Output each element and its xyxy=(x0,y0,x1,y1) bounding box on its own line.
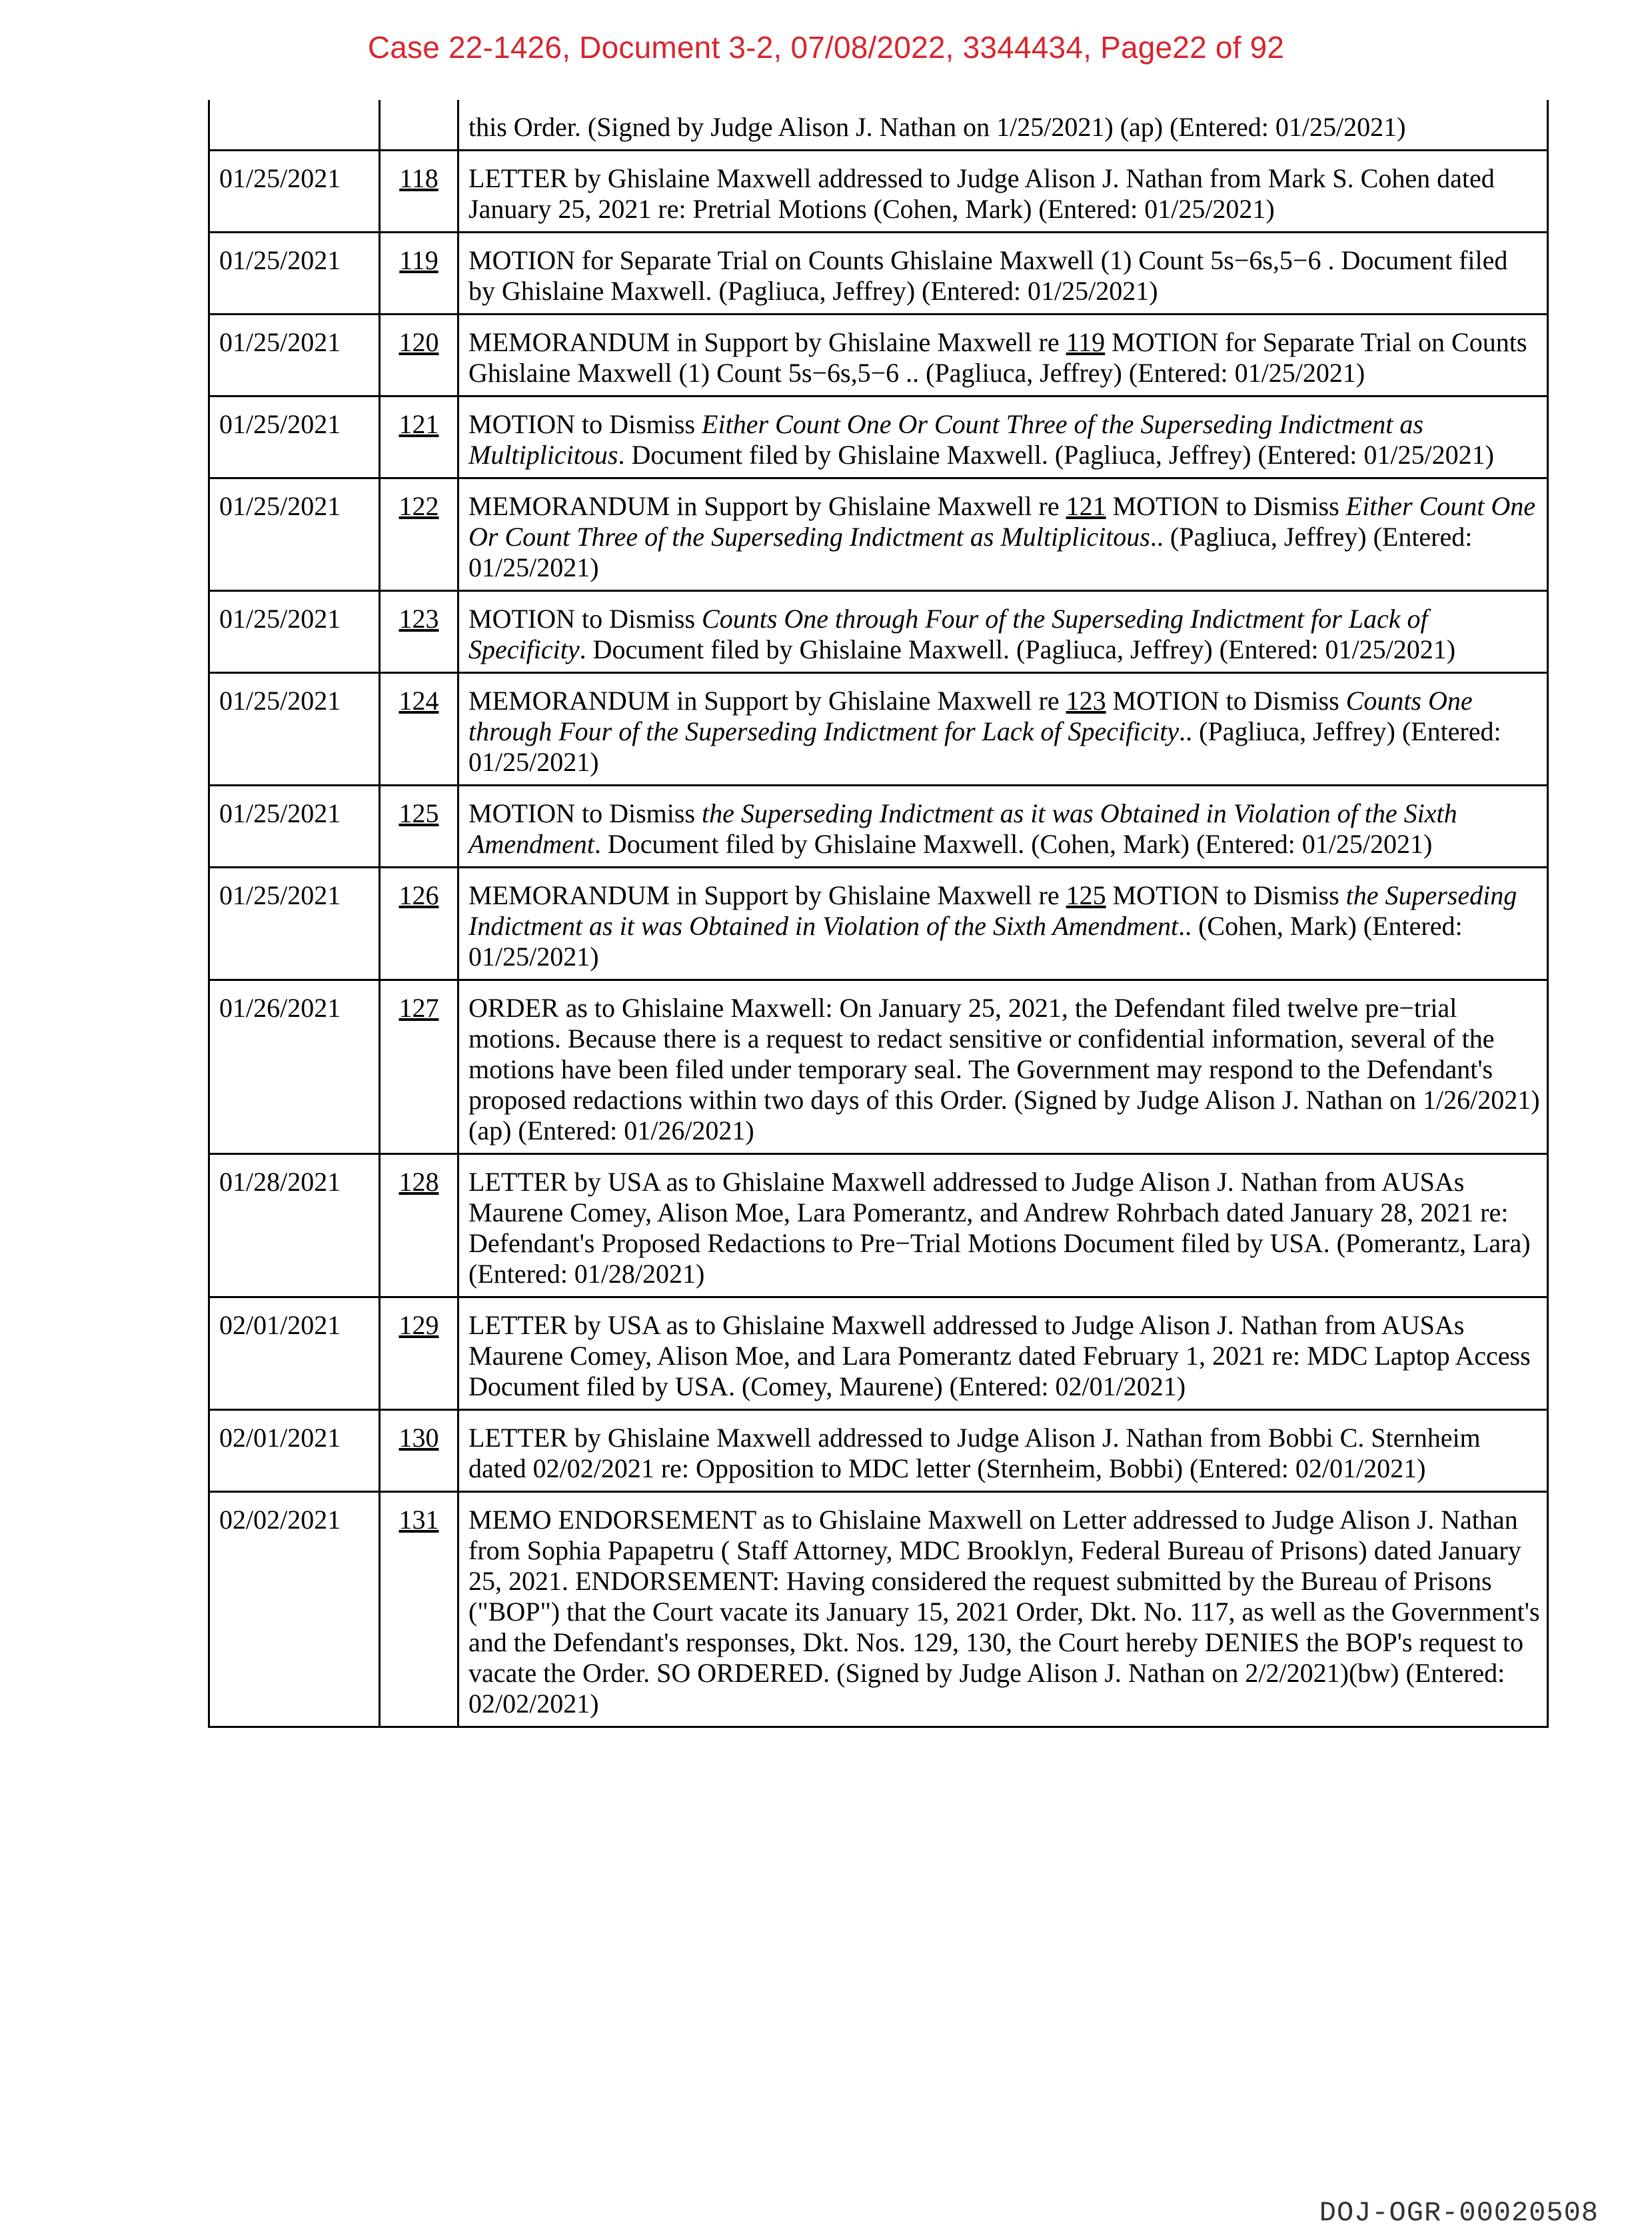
docket-number-cell xyxy=(380,1492,458,1727)
docket-entry-text: LETTER by USA as to Ghislaine Maxwell addressed to Judge Alison J. Nathan from AUSAs Maurene Comey, Alison Moe, Lara Pomerantz, and Andrew Rohrbach dated January 28, 2021 re: Defendant's Proposed Redactions to Pre−Trial Motions Document filed by USA. (Pomerantz, Lara) (Entered: 01/28/2021) xyxy=(458,1154,1548,1297)
docket-number-link[interactable]: 125 xyxy=(399,798,439,828)
docket-continuation-row xyxy=(209,100,1548,151)
docket-entry-text xyxy=(458,100,1548,151)
docket-reference-link[interactable]: 125 xyxy=(1066,880,1106,910)
case-header: Case 22-1426, Document 3-2, 07/08/2022, 3344434, Page22 of 92 xyxy=(367,30,1285,65)
docket-entry-text: MEMORANDUM in Support by Ghislaine Maxwell re 119 MOTION for Separate Trial on Counts Ghislaine Maxwell (1) Count 5s−6s,5−6 .. (Pagliuca, Jeffrey) (Entered: 01/25/2021) xyxy=(458,315,1548,396)
docket-number-link[interactable]: 131 xyxy=(399,1505,439,1535)
docket-number-cell xyxy=(380,1297,458,1410)
docket-number-cell xyxy=(380,478,458,591)
docket-number-link[interactable]: 128 xyxy=(399,1167,439,1197)
docket-number-cell xyxy=(380,980,458,1154)
docket-number-link[interactable]: 122 xyxy=(399,491,439,521)
docket-row xyxy=(209,1410,1548,1492)
docket-entry-text: LETTER by Ghislaine Maxwell addressed to Judge Alison J. Nathan from Bobbi C. Sternheim dated 02/02/2021 re: Opposition to MDC letter (Sternheim, Bobbi) (Entered: 02/01/2021) xyxy=(458,1410,1548,1492)
docket-row xyxy=(209,868,1548,980)
docket-reference-link[interactable]: 123 xyxy=(1066,686,1106,716)
docket-number-link[interactable]: 127 xyxy=(399,993,439,1023)
docket-date: 01/28/2021 xyxy=(209,1154,380,1297)
docket-date-cell xyxy=(209,100,380,151)
docket-number-link[interactable]: 118 xyxy=(399,163,438,193)
docket-row xyxy=(209,1492,1548,1727)
docket-row xyxy=(209,151,1548,233)
docket-row xyxy=(209,980,1548,1154)
docket-number-link[interactable]: 130 xyxy=(399,1423,439,1453)
docket-number-link[interactable]: 129 xyxy=(399,1310,439,1340)
docket-number-cell xyxy=(380,396,458,478)
docket-number-cell xyxy=(380,1410,458,1492)
continuation-text: this Order. (Signed by Judge Alison J. Nathan on 1/25/2021) (ap) (Entered: 01/25/2021) xyxy=(468,112,1406,142)
docket-entry-text: MOTION to Dismiss the Superseding Indictment as it was Obtained in Violation of the Sixth Amendment. Document filed by Ghislaine Maxwell. (Cohen, Mark) (Entered: 01/25/2021) xyxy=(458,786,1548,868)
docket-row xyxy=(209,396,1548,478)
docket-date: 02/01/2021 xyxy=(209,1297,380,1410)
docket-date: 01/25/2021 xyxy=(209,396,380,478)
docket-number-cell xyxy=(380,100,458,151)
docket-date: 01/26/2021 xyxy=(209,980,380,1154)
docket-number-cell xyxy=(380,786,458,868)
docket-row xyxy=(209,233,1548,315)
docket-entry-text: MEMORANDUM in Support by Ghislaine Maxwell re 123 MOTION to Dismiss Counts One through Four of the Superseding Indictment for Lack of Specificity.. (Pagliuca, Jeffrey) (Entered: 01/25/2021) xyxy=(458,673,1548,786)
docket-date: 02/02/2021 xyxy=(209,1492,380,1727)
docket-entry-text: MOTION to Dismiss Either Count One Or Count Three of the Superseding Indictment as Multiplicitous. Document filed by Ghislaine Maxwell. (Pagliuca, Jeffrey) (Entered: 01/25/2021) xyxy=(458,396,1548,478)
docket-row xyxy=(209,478,1548,591)
docket-date: 01/25/2021 xyxy=(209,786,380,868)
docket-number-link[interactable]: 124 xyxy=(399,686,439,716)
docket-date: 01/25/2021 xyxy=(209,315,380,396)
docket-date: 01/25/2021 xyxy=(209,673,380,786)
docket-number-cell xyxy=(380,1154,458,1297)
docket-number-link[interactable]: 119 xyxy=(399,245,438,275)
docket-number-cell xyxy=(380,151,458,233)
docket-entry-text: LETTER by Ghislaine Maxwell addressed to Judge Alison J. Nathan from Mark S. Cohen dated January 25, 2021 re: Pretrial Motions (Cohen, Mark) (Entered: 01/25/2021) xyxy=(458,151,1548,233)
docket-number-link[interactable]: 120 xyxy=(399,327,439,357)
docket-row xyxy=(209,1154,1548,1297)
docket-entry-text: MEMORANDUM in Support by Ghislaine Maxwell re 125 MOTION to Dismiss the Superseding Indictment as it was Obtained in Violation of the Sixth Amendment.. (Cohen, Mark) (Entered: 01/25/2021) xyxy=(458,868,1548,980)
docket-row xyxy=(209,315,1548,396)
docket-number-link[interactable]: 123 xyxy=(399,604,439,634)
docket-entry-text: LETTER by USA as to Ghislaine Maxwell addressed to Judge Alison J. Nathan from AUSAs Maurene Comey, Alison Moe, and Lara Pomerantz dated February 1, 2021 re: MDC Laptop Access Document filed by USA. (Comey, Maurene) (Entered: 02/01/2021) xyxy=(458,1297,1548,1410)
docket-date: 01/25/2021 xyxy=(209,868,380,980)
docket-number-cell xyxy=(380,233,458,315)
docket-reference-link[interactable]: 121 xyxy=(1066,491,1106,521)
docket-table xyxy=(208,100,1549,1728)
docket-entry-text: MOTION for Separate Trial on Counts Ghislaine Maxwell (1) Count 5s−6s,5−6 . Document filed by Ghislaine Maxwell. (Pagliuca, Jeffrey) (Entered: 01/25/2021) xyxy=(458,233,1548,315)
docket-number-link[interactable]: 121 xyxy=(399,409,439,439)
docket-entry-text: MOTION to Dismiss Counts One through Four of the Superseding Indictment for Lack of Specificity. Document filed by Ghislaine Maxwell. (Pagliuca, Jeffrey) (Entered: 01/25/2021) xyxy=(458,591,1548,673)
docket-number-cell xyxy=(380,673,458,786)
docket-date: 01/25/2021 xyxy=(209,151,380,233)
docket-row xyxy=(209,1297,1548,1410)
docket-number-link[interactable]: 126 xyxy=(399,880,439,910)
bates-number: DOJ-OGR-00020508 xyxy=(1319,2197,1599,2229)
docket-row xyxy=(209,591,1548,673)
docket-date: 01/25/2021 xyxy=(209,591,380,673)
docket-reference-link[interactable]: 119 xyxy=(1066,327,1106,357)
docket-row xyxy=(209,786,1548,868)
docket-entry-text: MEMO ENDORSEMENT as to Ghislaine Maxwell on Letter addressed to Judge Alison J. Nathan from Sophia Papapetru ( Staff Attorney, MDC Brooklyn, Federal Bureau of Prisons) dated January 25, 2021. ENDORSEMENT: Having considered the request submitted by the Bureau of Prisons ("BOP") that the Court vacate its January 15, 2021 Order, Dkt. No. 117, as well as the Government's and the Defendant's responses, Dkt. Nos. 129, 130, the Court hereby DENIES the BOP's request to vacate the Order. SO ORDERED. (Signed by Judge Alison J. Nathan on 2/2/2021)(bw) (Entered: 02/02/2021) xyxy=(458,1492,1548,1727)
docket-date: 01/25/2021 xyxy=(209,478,380,591)
docket-date: 02/01/2021 xyxy=(209,1410,380,1492)
docket-row xyxy=(209,673,1548,786)
docket-entry-text: MEMORANDUM in Support by Ghislaine Maxwell re 121 MOTION to Dismiss Either Count One Or Count Three of the Superseding Indictment as Multiplicitous.. (Pagliuca, Jeffrey) (Entered: 01/25/2021) xyxy=(458,478,1548,591)
docket-date: 01/25/2021 xyxy=(209,233,380,315)
docket-number-cell xyxy=(380,591,458,673)
docket-number-cell xyxy=(380,315,458,396)
docket-entry-text: ORDER as to Ghislaine Maxwell: On January 25, 2021, the Defendant filed twelve pre−trial motions. Because there is a request to redact sensitive or confidential information, several of the motions have been filed under temporary seal. The Government may respond to the Defendant's proposed redactions within two days of this Order. (Signed by Judge Alison J. Nathan on 1/26/2021) (ap) (Entered: 01/26/2021) xyxy=(458,980,1548,1154)
docket-number-cell xyxy=(380,868,458,980)
